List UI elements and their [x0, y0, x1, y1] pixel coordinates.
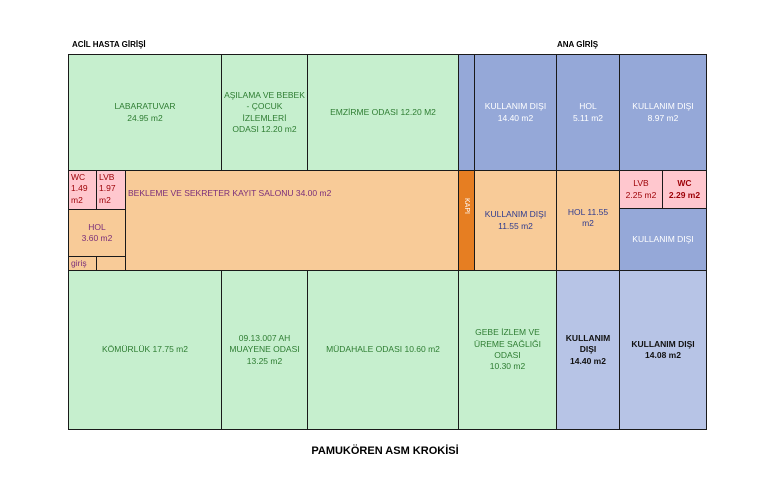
room-entrance-small-right	[96, 256, 126, 271]
room-wc-left: WC 1.49 m2	[68, 170, 97, 210]
emergency-entrance-label: ACİL HASTA GİRİŞİ	[72, 40, 146, 49]
room-vaccination: AŞILAMA VE BEBEK - ÇOCUK İZLEMLERİ ODASI 12.20 m2	[221, 54, 308, 171]
room-pregnancy: GEBE İZLEM VE ÜREME SAĞLIĞI ODASI 10.30 m2	[458, 270, 557, 430]
room-wc-right: WC 2.29 m2	[662, 170, 707, 209]
room-hall-left: HOL 3.60 m2	[68, 209, 126, 257]
corridor-strip-top	[458, 54, 475, 171]
room-lvb-left: LVB 1.97 m2	[96, 170, 126, 210]
room-exam: 09.13.007 AH MUAYENE ODASI 13.25 m2	[221, 270, 308, 430]
main-entrance-label: ANA GİRİŞ	[557, 40, 599, 49]
room-intervention: MÜDAHALE ODASI 10.60 m2	[307, 270, 459, 430]
room-breastfeeding: EMZİRME ODASI 12.20 M2	[307, 54, 459, 171]
page-title: PAMUKÖREN ASM KROKİSİ	[311, 445, 459, 457]
room-hall-mid: HOL 11.55 m2	[556, 170, 620, 271]
room-unused-bottom-1: KULLANIM DIŞI 14.40 m2	[556, 270, 620, 430]
room-laboratory: LABARATUVAR 24.95 m2	[68, 54, 222, 171]
room-waiting-hall: BEKLEME VE SEKRETER KAYIT SALONU 34.00 m2	[125, 170, 459, 271]
room-unused-top-1: KULLANIM DIŞI 14.40 m2	[474, 54, 557, 171]
door: KAPI	[458, 170, 475, 271]
room-unused-bottom-2: KULLANIM DIŞI 14.08 m2	[619, 270, 707, 430]
room-unused-mid: KULLANIM DIŞI 11.55 m2	[474, 170, 557, 271]
room-unused-top-2: KULLANIM DIŞI 8.97 m2	[619, 54, 707, 171]
room-coal: KÖMÜRLÜK 17.75 m2	[68, 270, 222, 430]
room-unused-mid-right: KULLANIM DIŞI	[619, 208, 707, 271]
room-entrance-small: giriş	[68, 256, 97, 271]
room-hall-top: HOL 5.11 m2	[556, 54, 620, 171]
room-lvb-right: LVB 2.25 m2	[619, 170, 663, 209]
